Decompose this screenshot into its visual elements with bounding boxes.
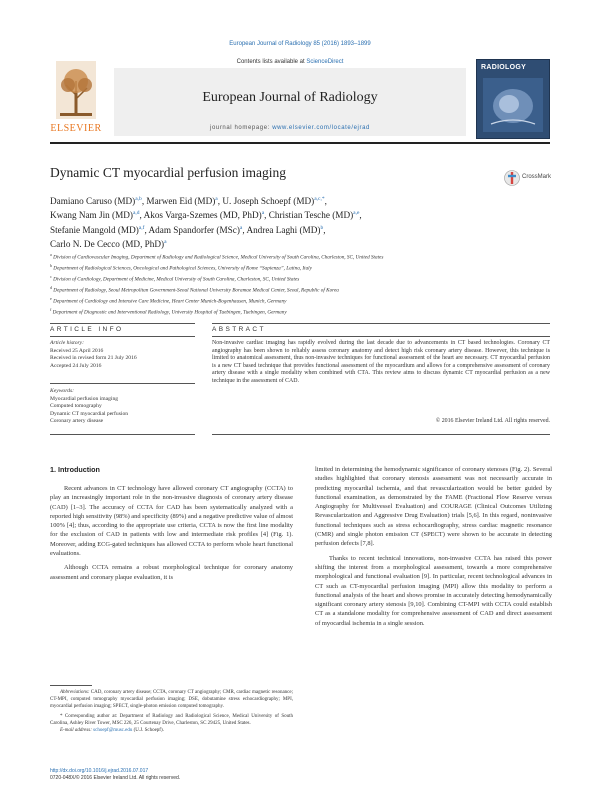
contents-line	[114, 59, 466, 65]
affiliation	[50, 262, 540, 273]
corresponding-author-footnote: * Corresponding author at: Department of Radiology and Radiological Science, Medical University of South Carolina, Ashley River Tower, MSC 226, 25 Courtenay Drive, Charleston, SC 29425, United States.	[50, 714, 293, 726]
author-affiliation-marker[interactable]: a,b	[135, 196, 142, 202]
affiliation-list	[50, 251, 540, 317]
email-footnote	[50, 727, 293, 734]
author-name: Marwen Eid (MD)	[146, 196, 216, 207]
affiliation-marker: f	[50, 306, 52, 312]
crossmark-label: CrossMark	[522, 174, 552, 180]
email-label: E-mail address:	[60, 728, 92, 733]
affiliation	[50, 251, 540, 262]
sciencedirect-link[interactable]: ScienceDirect	[306, 59, 344, 65]
affiliation-text: Division of Cardiovascular Imaging, Department of Radiology and Radiological Science, Medical University of South Carolina, Charleston, SC, United States	[53, 254, 384, 261]
abbreviations-text: CAD, coronary artery disease; CCTA, coronary CT angiography; CMR, cardiac magnetic resonance; CT-MPI, computed tomography myocardial perfusion imaging; DSE, dobutamine stress echocardiography; MPI, myocardial perfusion imaging; SPECT, single-photon emission computed tomography.	[50, 690, 293, 709]
author-affiliation-marker[interactable]: a,d	[132, 210, 140, 217]
author-affiliation-marker[interactable]: a	[215, 196, 218, 202]
affiliation	[50, 306, 540, 317]
bottom-info	[50, 768, 350, 782]
author-name: Stefanie Mangold (MD)	[50, 224, 139, 235]
author-name: U. Joseph Schoepf (MD)	[222, 196, 315, 207]
issn-line: 0720-048X/© 2016 Elsevier Ireland Ltd. All rights reserved.	[50, 775, 181, 781]
body-right-column	[315, 465, 552, 628]
cover-title: RADIOLOGY	[481, 64, 527, 71]
homepage-link[interactable]: www.elsevier.com/locate/ejrad	[272, 125, 370, 131]
author-separator: ,	[359, 210, 362, 221]
body-left-column	[50, 465, 293, 582]
journal-cover-image	[476, 59, 550, 139]
info-sub-rule	[50, 336, 195, 337]
email-suffix: (U.J. Schoepf).	[132, 728, 164, 733]
affiliation	[50, 273, 540, 284]
author-name: Christian Tesche (MD)	[268, 210, 354, 221]
affiliation-text: Department of Diagnostic and Interventional Radiology, University Hospital of Tuebingen, Tuebingen, Germany	[52, 309, 287, 316]
affiliation	[50, 284, 540, 295]
info-bottom-rule	[50, 434, 195, 435]
keyword: Computed tomography	[50, 403, 102, 410]
history-received: Received 25 April 2016	[50, 347, 104, 354]
abbreviations-label: Abbreviations:	[60, 690, 90, 695]
author-separator: ,	[323, 224, 326, 235]
abstract-text: Non-invasive cardiac imaging has rapidly evolved during the last decade due to advancements in CT based technologies. Coronary CT angiography has been shown to reliably assess coronary anatomy and detect high risk coronary artery disease. However, this technique is limited to anatomical assessment, thus non-invasive techniques for functional assessment of the heart are necessary. CT myocardial perfusion is a new CT based technique that provides functional assessment of the myocardium and allows for a comprehensive assessment of coronary artery disease with a single modality when combined with CTA. This review aims to discuss dynamic CT myocardial perfusion as a new technique in the assessment of CAD.	[212, 340, 550, 384]
abstract-top-rule	[212, 323, 550, 324]
running-header[interactable]: European Journal of Radiology 85 (2016) 1893–1899	[229, 41, 371, 47]
cover-heart-image-icon	[483, 78, 543, 132]
abstract-heading: ABSTRACT	[212, 326, 266, 333]
author-affiliation-marker[interactable]: a	[239, 224, 243, 231]
author-affiliation-marker[interactable]: a	[261, 210, 265, 217]
journal-homepage	[114, 125, 466, 131]
author-separator: ,	[242, 224, 247, 235]
author-name: Adam Spandorfer (MSc)	[148, 224, 240, 235]
history-revised: Received in revised form 21 July 2016	[50, 355, 137, 362]
author-name: Kwang Nam Jin (MD)	[50, 210, 133, 221]
body-paragraph: limited in determining the hemodynamic significance of coronary stenoses (Fig. 2). Several studies highlighted that coronary stenosis assessment was not necessarily accurate in predicting myocardial ischemia, and that revascularization would be better guided by functional examination, as demonstrated by the FAME (Fractional Flow Reserve versus Angiography for Multivessel Evaluation) and COURAGE (Clinical Outcomes Utilizing Revascularization and Aggressive Drug Evaluation) trials [5,6]. In this regard, noninvasive functional techniques such as stress echocardiography, stress cardiac magnetic resonance (CMR) and single photon emission CT (SPECT) were shown to be accurate in detecting perfusion defects [7,8].	[315, 466, 552, 548]
affiliation-text: Department of Radiological Sciences, Oncological and Pathological Sciences, University of Rome “Sapienza”, Latina, Italy	[53, 265, 312, 272]
author-separator: ,	[324, 196, 327, 207]
keywords-rule	[50, 383, 195, 384]
article-title: Dynamic CT myocardial perfusion imaging	[50, 165, 286, 180]
affiliation-text: Division of Cardiology, Department of Medicine, Medical University of South Carolina, Charleston, SC, United States	[53, 276, 300, 283]
contents-prefix: Contents lists available at	[236, 59, 307, 65]
abstract-bottom-rule	[212, 434, 550, 435]
affiliation-text: Department of Cardiology and Intensive Care Medicine, Heart Center Munich-Bogenhausen, Munich, Germany	[53, 298, 287, 305]
email-link[interactable]: schoepf@musc.edu	[93, 728, 133, 733]
elsevier-tree-icon	[56, 61, 96, 119]
banner-center	[114, 59, 466, 136]
keywords-label: Keywords:	[50, 388, 75, 394]
footnotes	[50, 689, 293, 734]
elsevier-wordmark: ELSEVIER	[50, 123, 102, 134]
author-name: Damiano Caruso (MD)	[50, 196, 136, 207]
author-affiliation-marker[interactable]: b	[320, 224, 324, 231]
affiliation-text: Department of Radiology, Seoul Metropolitan Government-Seoul National University Boramae Medical Center, Seoul, Republic of Korea	[53, 287, 339, 294]
author-list	[50, 193, 470, 250]
affiliation-marker: b	[50, 262, 52, 268]
author-separator: ,	[264, 210, 269, 221]
info-top-rule	[50, 323, 195, 324]
journal-banner	[50, 53, 550, 141]
body-paragraph: Recent advances in CT technology have allowed coronary CT angiography (CCTA) to play an increasingly important role in the non-invasive diagnosis of coronary artery disease (CAD) [1–3]. The accuracy of CCTA for CAD has been systematically analyzed with a reported high sensitivity (98%) and specificity (89%) and a negative predictive value of almost 100% [4]; thus, according to the appropriate use criteria, CCTA is now the first line modality for the exclusion of CAD in patients with low and intermediate risk profiles [4] (Fig. 1). Moreover, adding ECG-gated techniques has allowed CCTA to perform whole heart functional evaluations.	[50, 485, 293, 558]
author-separator: ,	[141, 196, 147, 207]
body-paragraph: Thanks to recent technical innovations, non-invasive CCTA has raised this power shifting the interest from a morphological assessment, towards a more comprehensive morphological and functional evaluation [9]. In particular, recent technological advances in CT such as CT-myocardial perfusion imaging (MPI) allow this modality to perform a functional analysis of the heart and shows promise in accurately detecting hemodynamically significant coronary artery stenosis [9,10]. Combining CT-MPI with CCTA could establish CT as a standalone modality for comprehensive assessment of CAD and direct assessment of myocardial ischemia in a single session.	[315, 554, 552, 627]
keyword: Dynamic CT myocardial perfusion	[50, 410, 129, 417]
history-label: Article history:	[50, 340, 85, 346]
elsevier-logo	[50, 61, 102, 139]
doi-link[interactable]: http://dx.doi.org/10.1016/j.ejrad.2016.07.017	[50, 768, 149, 774]
abstract-sub-rule	[212, 336, 550, 337]
affiliation-marker: c	[50, 273, 52, 279]
keyword: Coronary artery disease	[50, 418, 104, 425]
section-heading: 1. Introduction	[50, 465, 100, 474]
homepage-prefix: journal homepage:	[210, 125, 273, 131]
author-name: Andrea Laghi (MD)	[246, 224, 321, 235]
keywords	[50, 388, 190, 426]
journal-title: European Journal of Radiology	[202, 90, 378, 105]
author-separator: ,	[144, 224, 149, 235]
keyword: Myocardial perfusion imaging	[50, 395, 119, 402]
author-affiliation-marker[interactable]: a,e	[353, 210, 360, 217]
author-separator: ,	[217, 196, 223, 207]
affiliation-marker: a	[50, 252, 52, 257]
author-name: Carlo N. De Cecco (MD, PhD)	[50, 238, 165, 249]
author-affiliation-marker[interactable]: a,c,*	[314, 196, 325, 202]
abstract-copyright: © 2016 Elsevier Ireland Ltd. All rights reserved.	[435, 418, 550, 424]
affiliation-marker: e	[50, 295, 52, 301]
article-info-heading: ARTICLE INFO	[50, 326, 124, 333]
author-separator: ,	[139, 210, 144, 221]
affiliation	[50, 295, 540, 306]
author-affiliation-marker[interactable]: a,f	[138, 224, 145, 231]
crossmark-icon	[504, 170, 520, 186]
author-name: Akos Varga-Szemes (MD, PhD)	[143, 210, 262, 221]
affiliation-marker: d	[50, 284, 52, 290]
crossmark-badge[interactable]	[504, 170, 552, 186]
banner-rule	[50, 142, 550, 144]
body-paragraph: Although CCTA remains a robust morphological technique for coronary anatomy assessment and coronary plaque evaluation, it is	[50, 564, 293, 581]
article-history	[50, 340, 190, 370]
history-accepted: Accepted 24 July 2016	[50, 362, 102, 369]
footnote-rule	[50, 685, 92, 686]
author-affiliation-marker[interactable]: a	[164, 238, 167, 245]
abbreviations-footnote	[50, 689, 293, 710]
